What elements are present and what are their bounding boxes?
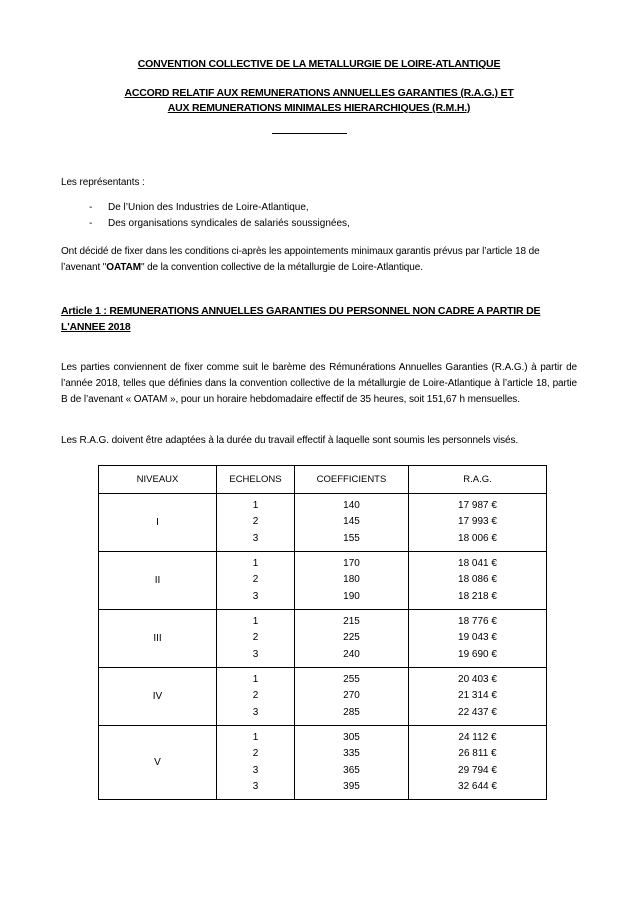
echelon-value: 1	[252, 499, 259, 511]
rag-value: 32 644 €	[458, 781, 497, 792]
bullet-item	[89, 216, 489, 232]
echelon-value: 3	[252, 706, 259, 718]
echelons-cell	[217, 552, 295, 610]
header-echelons: ECHELONS	[217, 466, 295, 494]
accord-title-line2: AUX REMUNERATIONS MINIMALES HIERARCHIQUES (R.M.H.)	[167, 102, 471, 114]
rag-value: 18 006 €	[458, 532, 497, 544]
echelons-cell	[217, 610, 295, 668]
table-row	[99, 494, 547, 552]
echelon-value: 1	[252, 557, 259, 569]
table-header-row	[99, 466, 547, 494]
rag-value: 22 437 €	[458, 706, 497, 718]
rag-value: 17 993 €	[458, 516, 497, 528]
decision-paragraph	[61, 244, 577, 276]
coefficients-cell	[295, 668, 409, 726]
rag-value: 17 987 €	[458, 499, 497, 511]
coefficient-value: 395	[343, 781, 360, 792]
oatam-bold: OATAM	[106, 262, 141, 273]
table-row	[99, 552, 547, 610]
rag-value: 26 811 €	[458, 748, 497, 759]
rag-value: 18 041 €	[458, 557, 497, 569]
coefficients-cell	[295, 552, 409, 610]
header-rag: R.A.G.	[409, 466, 547, 494]
bullet-text: Des organisations syndicales de salariés soussignées,	[108, 218, 350, 229]
rag-value: 19 690 €	[458, 648, 497, 660]
echelon-value: 2	[252, 632, 259, 644]
table-row	[99, 726, 547, 800]
bullet-item	[89, 200, 489, 216]
echelon-value: 1	[252, 731, 259, 743]
echelon-value: 1	[252, 673, 259, 685]
accord-title-line1: ACCORD RELATIF AUX REMUNERATIONS ANNUELLES GARANTIES (R.A.G.) ET	[124, 87, 514, 99]
coefficient-value: 190	[343, 590, 360, 602]
echelon-value: 2	[252, 690, 259, 702]
echelon-value: 2	[252, 516, 259, 528]
coefficient-value: 180	[343, 574, 360, 586]
rag-cell	[409, 610, 547, 668]
echelon-value: 1	[252, 615, 259, 627]
rag-value: 19 043 €	[458, 632, 497, 644]
coefficient-value: 365	[343, 764, 360, 776]
article-title: REMUNERATIONS ANNUELLES GARANTIES DU PERSONNEL NON CADRE A PARTIR DE L'ANNEE 2018	[61, 305, 541, 333]
article-1-heading	[61, 303, 581, 335]
bullet-marker: -	[89, 202, 93, 213]
echelon-value: 3	[252, 590, 259, 602]
coefficients-cell	[295, 610, 409, 668]
echelons-cell	[217, 726, 295, 800]
rag-value: 18 218 €	[458, 590, 497, 602]
coefficients-cell	[295, 726, 409, 800]
header-niveaux: NIVEAUX	[99, 466, 217, 494]
niveau-cell: III	[99, 610, 217, 668]
coefficient-value: 145	[343, 516, 360, 528]
article-paragraph-1: Les parties conviennent de fixer comme suit le barème des Rémunérations Annuelles Garanties (R.A.G.) à partir de l’année 2018, telles que définies dans la convention collective de la métallurgie de Loire-Atlantique à l’article 18, partie B de l’avenant « OATAM », pour un horaire hebdomadaire effectif de 35 heures, soit 151,67 h mensuelles.	[61, 362, 577, 405]
coefficient-value: 255	[343, 673, 360, 685]
table-row	[99, 668, 547, 726]
coefficient-value: 240	[343, 648, 360, 660]
coefficient-value: 285	[343, 706, 360, 718]
niveau-cell: V	[99, 726, 217, 800]
echelon-value: 2	[252, 748, 259, 759]
rag-cell	[409, 552, 547, 610]
rag-value: 21 314 €	[458, 690, 497, 702]
decision-text-part1: Ont décidé de fixer dans les conditions ci-après les appointements minimaux garantis prévus par l’article 18 de l’avenant "	[61, 246, 540, 273]
echelons-cell	[217, 668, 295, 726]
coefficient-value: 140	[343, 499, 360, 511]
title-separator-rule	[272, 133, 347, 134]
rag-value: 20 403 €	[458, 673, 497, 685]
echelon-value: 3	[252, 648, 259, 660]
article-paragraph-2: Les R.A.G. doivent être adaptées à la durée du travail effectif à laquelle sont soumis les personnels visés.	[61, 435, 519, 446]
rag-value: 18 776 €	[458, 615, 497, 627]
coefficient-value: 270	[343, 690, 360, 702]
echelon-value: 2	[252, 574, 259, 586]
article-label: Article 1	[61, 305, 101, 317]
echelon-value: 3	[252, 781, 259, 792]
echelons-cell	[217, 494, 295, 552]
coefficients-cell	[295, 494, 409, 552]
table-row	[99, 610, 547, 668]
coefficient-value: 170	[343, 557, 360, 569]
decision-text-part2: " de la convention collective de la métallurgie de Loire-Atlantique.	[140, 262, 423, 273]
rag-value: 29 794 €	[458, 764, 497, 776]
representants-label: Les représentants :	[61, 177, 145, 188]
header-coefficients: COEFFICIENTS	[295, 466, 409, 494]
niveau-cell: I	[99, 494, 217, 552]
rag-value: 24 112 €	[458, 731, 497, 743]
niveau-cell: II	[99, 552, 217, 610]
echelon-value: 3	[252, 764, 259, 776]
coefficient-value: 225	[343, 632, 360, 644]
rag-table	[98, 465, 547, 800]
coefficient-value: 335	[343, 748, 360, 759]
rag-value: 18 086 €	[458, 574, 497, 586]
niveau-cell: IV	[99, 668, 217, 726]
convention-title: CONVENTION COLLECTIVE DE LA METALLURGIE DE LOIRE-ATLANTIQUE	[137, 58, 501, 70]
coefficient-value: 305	[343, 731, 360, 743]
coefficient-value: 215	[343, 615, 360, 627]
echelon-value: 3	[252, 532, 259, 544]
article-separator: :	[100, 305, 110, 317]
bullet-text: De l’Union des Industries de Loire-Atlantique,	[108, 202, 309, 213]
coefficient-value: 155	[343, 532, 360, 544]
bullet-marker: -	[89, 218, 93, 229]
rag-cell	[409, 668, 547, 726]
rag-cell	[409, 494, 547, 552]
rag-cell	[409, 726, 547, 800]
